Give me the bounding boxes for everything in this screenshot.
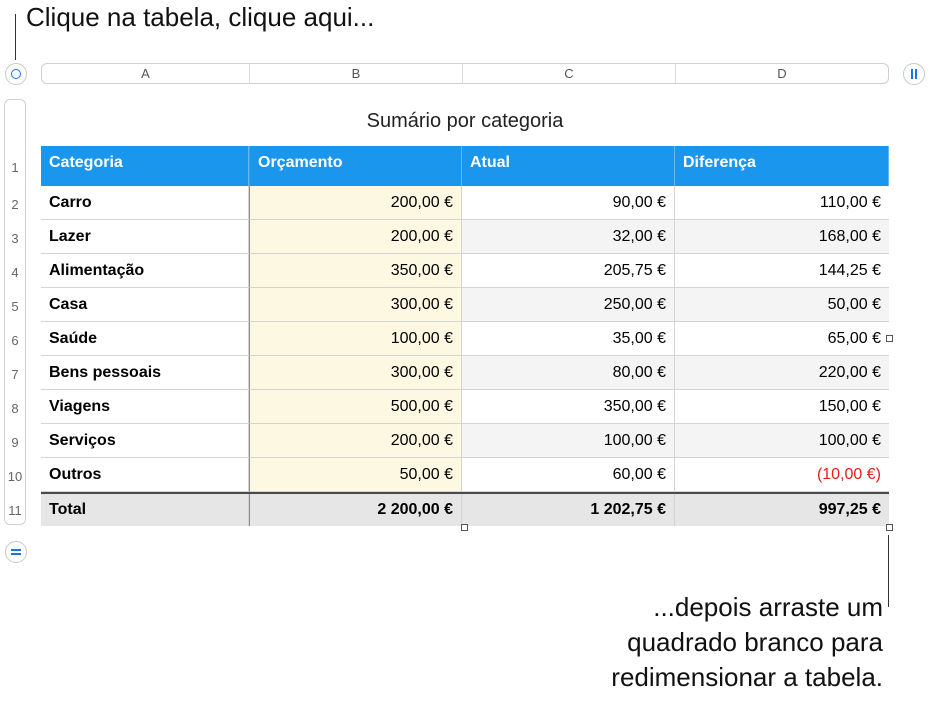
table-cell[interactable]: 200,00 € xyxy=(249,186,462,220)
column-header-b[interactable]: B xyxy=(250,64,463,83)
table-header-row xyxy=(41,146,889,186)
table-cell[interactable]: 100,00 € xyxy=(675,424,889,458)
table-cell[interactable]: 35,00 € xyxy=(462,322,675,356)
row-header-bar xyxy=(4,99,26,525)
column-resize-icon xyxy=(911,69,916,79)
table-row xyxy=(41,254,889,288)
add-column-button[interactable] xyxy=(903,63,925,85)
table-cell[interactable]: Carro xyxy=(41,186,249,220)
column-header-bar xyxy=(41,63,889,84)
row-header-9[interactable]: 9 xyxy=(11,434,19,450)
footer-cell[interactable]: 1 202,75 € xyxy=(462,494,675,526)
table-cell[interactable]: 350,00 € xyxy=(249,254,462,288)
header-cell-atual[interactable]: Atual xyxy=(462,146,675,186)
table-cell[interactable]: 100,00 € xyxy=(249,322,462,356)
table-cell[interactable]: 144,25 € xyxy=(675,254,889,288)
table-cell[interactable]: Casa xyxy=(41,288,249,322)
table-row xyxy=(41,186,889,220)
table-row xyxy=(41,458,889,492)
resize-handle-right[interactable] xyxy=(886,335,893,342)
table-cell[interactable]: 150,00 € xyxy=(675,390,889,424)
table-cell[interactable]: 65,00 € xyxy=(675,322,889,356)
callout-bottom-line xyxy=(888,535,889,607)
table-cell[interactable]: 250,00 € xyxy=(462,288,675,322)
table-cell[interactable]: 200,00 € xyxy=(249,220,462,254)
table-cell[interactable]: 100,00 € xyxy=(462,424,675,458)
callout-bottom-text xyxy=(523,590,883,695)
table-cell[interactable]: 500,00 € xyxy=(249,390,462,424)
table-cell[interactable]: Lazer xyxy=(41,220,249,254)
row-header-5[interactable]: 5 xyxy=(11,298,19,314)
row-header-7[interactable]: 7 xyxy=(11,366,19,382)
table-row xyxy=(41,390,889,424)
row-header-2[interactable]: 2 xyxy=(11,196,19,212)
table-cell[interactable]: 300,00 € xyxy=(249,288,462,322)
callout-top-text: Clique na tabela, clique aqui... xyxy=(26,2,375,32)
table-cell[interactable]: Serviços xyxy=(41,424,249,458)
row-header-10[interactable]: 10 xyxy=(7,468,23,484)
table-row xyxy=(41,220,889,254)
circle-select-icon xyxy=(11,69,21,79)
footer-cell[interactable]: 997,25 € xyxy=(675,494,889,526)
table-title[interactable]: Sumário por categoria xyxy=(366,110,564,132)
row-header-1[interactable]: 1 xyxy=(11,159,19,175)
header-cell-categoria[interactable]: Categoria xyxy=(41,146,249,186)
table-cell[interactable]: 50,00 € xyxy=(675,288,889,322)
header-cell-orcamento[interactable]: Orçamento xyxy=(249,146,462,186)
table-cell[interactable]: Saúde xyxy=(41,322,249,356)
table-cell-negative[interactable]: (10,00 €) xyxy=(675,458,889,492)
column-header-d[interactable]: D xyxy=(777,66,787,81)
table-cell[interactable]: 220,00 € xyxy=(675,356,889,390)
resize-handle-corner[interactable] xyxy=(886,524,893,531)
row-resize-icon xyxy=(11,549,21,554)
callout-bottom-line-2: quadrado branco para xyxy=(627,627,883,657)
table-cell[interactable]: Outros xyxy=(41,458,249,492)
row-header-11[interactable]: 11 xyxy=(8,502,22,518)
footer-cell-total-label[interactable]: Total xyxy=(41,494,249,526)
table-cell[interactable]: 350,00 € xyxy=(462,390,675,424)
table-cell[interactable]: 32,00 € xyxy=(462,220,675,254)
table-row xyxy=(41,288,889,322)
table-cell[interactable]: 90,00 € xyxy=(462,186,675,220)
table-cell[interactable]: 200,00 € xyxy=(249,424,462,458)
callout-bottom-line-3: redimensionar a tabela. xyxy=(611,662,883,692)
table-row xyxy=(41,424,889,458)
row-header-8[interactable]: 8 xyxy=(11,400,19,416)
table-cell[interactable]: 60,00 € xyxy=(462,458,675,492)
column-header-c[interactable]: C xyxy=(463,64,676,83)
row-header-3[interactable]: 3 xyxy=(11,230,19,246)
resize-handle-bottom[interactable] xyxy=(461,524,468,531)
table-row xyxy=(41,356,889,390)
table-cell[interactable]: 205,75 € xyxy=(462,254,675,288)
add-row-button[interactable] xyxy=(5,541,27,563)
table-cell[interactable]: Viagens xyxy=(41,390,249,424)
column-header-a[interactable]: A xyxy=(42,64,250,83)
table-cell[interactable]: Bens pessoais xyxy=(41,356,249,390)
row-header-4[interactable]: 4 xyxy=(11,264,19,280)
table-cell[interactable]: 110,00 € xyxy=(675,186,889,220)
table-row xyxy=(41,322,889,356)
header-cell-diferenca[interactable]: Diferença xyxy=(675,146,889,186)
callout-top-line xyxy=(15,14,16,60)
row-header-6[interactable]: 6 xyxy=(11,332,19,348)
table-cell[interactable]: 300,00 € xyxy=(249,356,462,390)
callout-bottom-line-1: ...depois arraste um xyxy=(653,592,883,622)
table-cell[interactable]: 168,00 € xyxy=(675,220,889,254)
footer-cell[interactable]: 2 200,00 € xyxy=(249,494,462,526)
table-cell[interactable]: 50,00 € xyxy=(249,458,462,492)
table-cell[interactable]: Alimentação xyxy=(41,254,249,288)
table-cell[interactable]: 80,00 € xyxy=(462,356,675,390)
table-footer-row xyxy=(41,492,889,526)
select-table-button[interactable] xyxy=(5,63,27,85)
